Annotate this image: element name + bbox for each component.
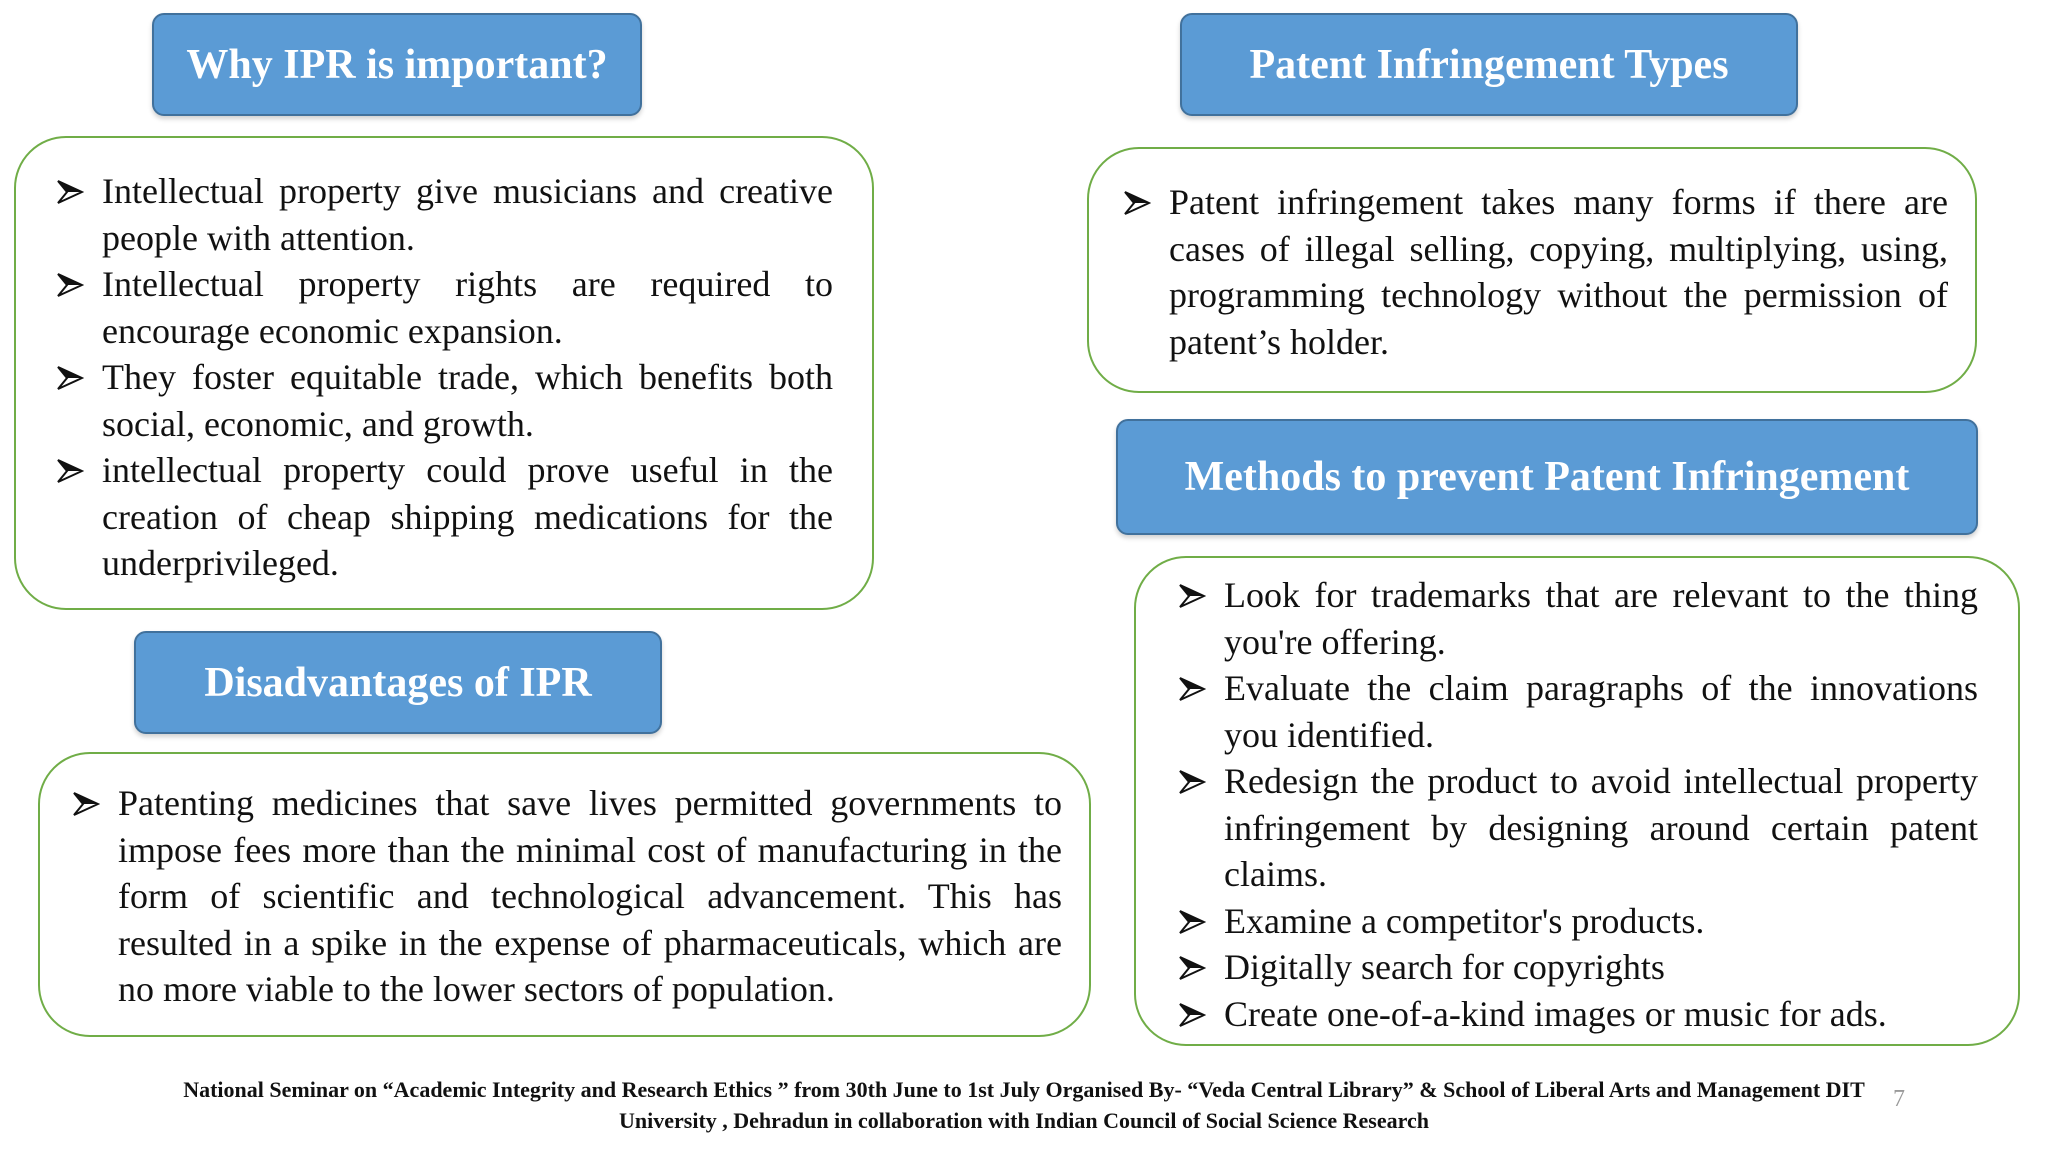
methods-list — [1176, 572, 1978, 1037]
list-item-text: Evaluate the claim paragraphs of the innovations you identified. — [1224, 668, 1978, 755]
arrow-bullet-icon — [56, 366, 84, 390]
disadvantages-list — [70, 780, 1062, 1013]
methods-title: Methods to prevent Patent Infringement — [1184, 454, 1910, 500]
list-item — [1176, 991, 1978, 1038]
list-item — [1176, 665, 1978, 758]
list-item — [1176, 898, 1978, 945]
methods-box — [1134, 556, 2020, 1046]
footer-line-2: University , Dehradun in collaboration with Indian Council of Social Science Research — [619, 1108, 1429, 1133]
arrow-bullet-icon — [1178, 677, 1206, 701]
list-item-text: Intellectual property rights are required to encourage economic expansion. — [102, 264, 833, 351]
list-item-text: Patent infringement takes many forms if there are cases of illegal selling, copying, multiplying, using, programming technology without the permission of patent’s holder. — [1169, 182, 1948, 362]
why-ipr-header — [152, 13, 642, 116]
methods-header — [1116, 419, 1978, 535]
why-ipr-box — [14, 136, 874, 610]
patent-types-list — [1121, 179, 1948, 365]
list-item-text: Look for trademarks that are relevant to the thing you're offering. — [1224, 575, 1978, 662]
list-item-text: intellectual property could prove useful in the creation of cheap shipping medications for the underprivileged. — [102, 450, 833, 583]
patent-types-title: Patent Infringement Types — [1249, 41, 1729, 88]
list-item-text: Digitally search for copyrights — [1224, 947, 1665, 987]
arrow-bullet-icon — [1178, 584, 1206, 608]
list-item-text: Patenting medicines that save lives permitted governments to impose fees more than the minimal cost of manufacturing in the form of scientific and technological advancement. This has resulted in a spike in the expense of pharmaceuticals, which are no more viable to the lower sectors of population. — [118, 783, 1062, 1009]
footer-line-1: National Seminar on “Academic Integrity and Research Ethics ” from 30th June to 1st July Organised By- “Veda Central Library” & School of Liberal Arts and Management DIT — [183, 1077, 1865, 1102]
disadvantages-box — [38, 752, 1091, 1037]
why-ipr-list — [54, 168, 833, 587]
list-item — [54, 168, 833, 261]
arrow-bullet-icon — [1178, 910, 1206, 934]
list-item — [1176, 758, 1978, 898]
list-item — [54, 354, 833, 447]
list-item-text: Redesign the product to avoid intellectual property infringement by designing around certain patent claims. — [1224, 761, 1978, 894]
list-item-text: They foster equitable trade, which benefits both social, economic, and growth. — [102, 357, 833, 444]
arrow-bullet-icon — [1178, 1003, 1206, 1027]
list-item — [70, 780, 1062, 1013]
arrow-bullet-icon — [1178, 956, 1206, 980]
disadvantages-header — [134, 631, 662, 734]
list-item — [54, 261, 833, 354]
arrow-bullet-icon — [56, 459, 84, 483]
page-number: 7 — [1893, 1086, 1905, 1112]
arrow-bullet-icon — [56, 273, 84, 297]
list-item — [1176, 572, 1978, 665]
arrow-bullet-icon — [72, 792, 100, 816]
arrow-bullet-icon — [1123, 191, 1151, 215]
list-item — [54, 447, 833, 587]
list-item — [1176, 944, 1978, 991]
patent-types-header — [1180, 13, 1798, 116]
list-item-text: Examine a competitor's products. — [1224, 900, 1705, 941]
why-ipr-title: Why IPR is important? — [186, 41, 608, 88]
disadvantages-title: Disadvantages of IPR — [204, 659, 592, 706]
list-item-text: Intellectual property give musicians and creative people with attention. — [102, 171, 833, 258]
list-item — [1121, 179, 1948, 365]
patent-types-box — [1087, 147, 1977, 393]
footer — [0, 1074, 2048, 1136]
arrow-bullet-icon — [1178, 770, 1206, 794]
arrow-bullet-icon — [56, 180, 84, 204]
list-item-text: Create one-of-a-kind images or music for ads. — [1224, 993, 1887, 1034]
